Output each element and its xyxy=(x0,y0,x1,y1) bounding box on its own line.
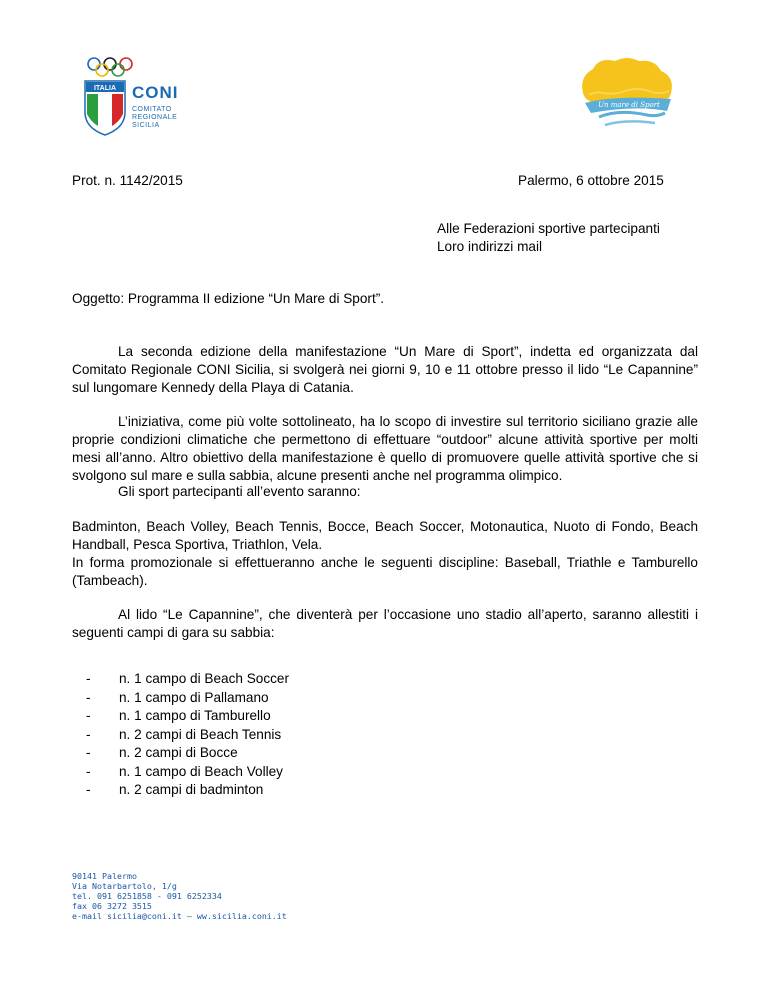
coni-wordmark: CONI xyxy=(132,83,179,102)
sea-logo-text: Un mare di Sport xyxy=(598,101,660,109)
body-paragraph: L’iniziativa, come più volte sottolineato, ha lo scopo di investire sul territorio siciliano grazie alle proprie condizioni climatiche che permettono di effettuare “outdoor” alcune attività sportive per molti mesi all’anno. Altro obiettivo della manifestazione è quello di promuovere quelle attività sportive che si svolgono sul mare e sulla sabbia, alcune presenti anche nel programma olimpico. xyxy=(72,414,698,483)
un-mare-di-sport-logo xyxy=(575,55,680,135)
subject-line: Oggetto: Programma II edizione “Un Mare di Sport”. xyxy=(72,291,385,306)
footer-line: 90141 Palermo xyxy=(72,871,137,881)
list-item-text: n. 2 campi di badminton xyxy=(119,782,264,797)
list-marker: - xyxy=(86,671,91,686)
list-marker: - xyxy=(86,782,91,797)
list-item-text: n. 2 campi di Beach Tennis xyxy=(119,726,282,742)
body-paragraph: Badminton, Beach Volley, Beach Tennis, Bocce, Beach Soccer, Motonautica, Nuoto di Fondo, Beach Handball, Pesca Sportiva, Triathlon, Vela. xyxy=(72,519,698,552)
coni-subtitle-line: COMITATO xyxy=(132,106,172,113)
list-marker: - xyxy=(86,745,91,760)
footer-line: e-mail sicilia@coni.it – ww.sicilia.coni.it xyxy=(72,911,287,921)
recipient-block xyxy=(437,220,660,256)
body-paragraph: La seconda edizione della manifestazione “Un Mare di Sport”, indetta ed organizzata dal Comitato Regionale CONI Sicilia, si svolgerà nei giorni 9, 10 e 11 ottobre presso il lido “Le Capannine” sul lungomare Kennedy della Playa di Catania. xyxy=(72,344,698,395)
list-item xyxy=(72,726,289,745)
coni-subtitle-line: SICILIA xyxy=(132,122,160,129)
recipient-line: Alle Federazioni sportive partecipanti xyxy=(437,221,660,236)
olympic-rings-icon xyxy=(86,56,136,78)
list-marker: - xyxy=(86,763,91,779)
list-marker: - xyxy=(86,689,91,705)
italia-shield-icon xyxy=(84,80,126,136)
list-item xyxy=(72,707,289,726)
list-item-text: n. 1 campo di Tamburello xyxy=(119,708,271,723)
footer-line: tel. 091 6251858 - 091 6252334 xyxy=(72,891,222,901)
list-item xyxy=(72,781,289,800)
coni-logo xyxy=(84,56,194,140)
coni-subtitle xyxy=(132,106,202,130)
protocol-number: Prot. n. 1142/2015 xyxy=(72,173,183,188)
list-item xyxy=(72,744,289,763)
list-item-text: n. 1 campo di Pallamano xyxy=(119,689,269,705)
body-paragraph: In forma promozionale si effettueranno anche le seguenti discipline: Baseball, Triathle e Tamburello (Tambeach). xyxy=(72,555,698,588)
recipient-line: Loro indirizzi mail xyxy=(437,239,543,254)
list-item xyxy=(72,689,289,708)
list-marker: - xyxy=(86,726,91,742)
list-item-text: n. 2 campi di Bocce xyxy=(119,745,238,760)
list-marker: - xyxy=(86,708,91,723)
coni-subtitle-line: REGIONALE xyxy=(132,114,178,121)
place-and-date: Palermo, 6 ottobre 2015 xyxy=(518,173,664,188)
body-paragraph: Al lido “Le Capannine”, che diventerà per l’occasione uno stadio all’aperto, saranno allestiti i seguenti campi di gara su sabbia: xyxy=(72,607,698,640)
shield-label: ITALIA xyxy=(93,85,117,92)
list-item xyxy=(72,763,289,782)
footer-line: Via Notarbartolo, 1/g xyxy=(72,881,177,891)
list-item-text: n. 1 campo di Beach Volley xyxy=(119,763,283,779)
list-item xyxy=(72,670,289,689)
body-paragraph: Gli sport partecipanti all’evento saranno: xyxy=(118,484,361,499)
footer-line: fax 06 3272 3515 xyxy=(72,901,152,911)
sand-fields-list xyxy=(72,670,289,800)
list-item-text: n. 1 campo di Beach Soccer xyxy=(119,671,290,686)
footer-contact-block xyxy=(72,871,287,921)
